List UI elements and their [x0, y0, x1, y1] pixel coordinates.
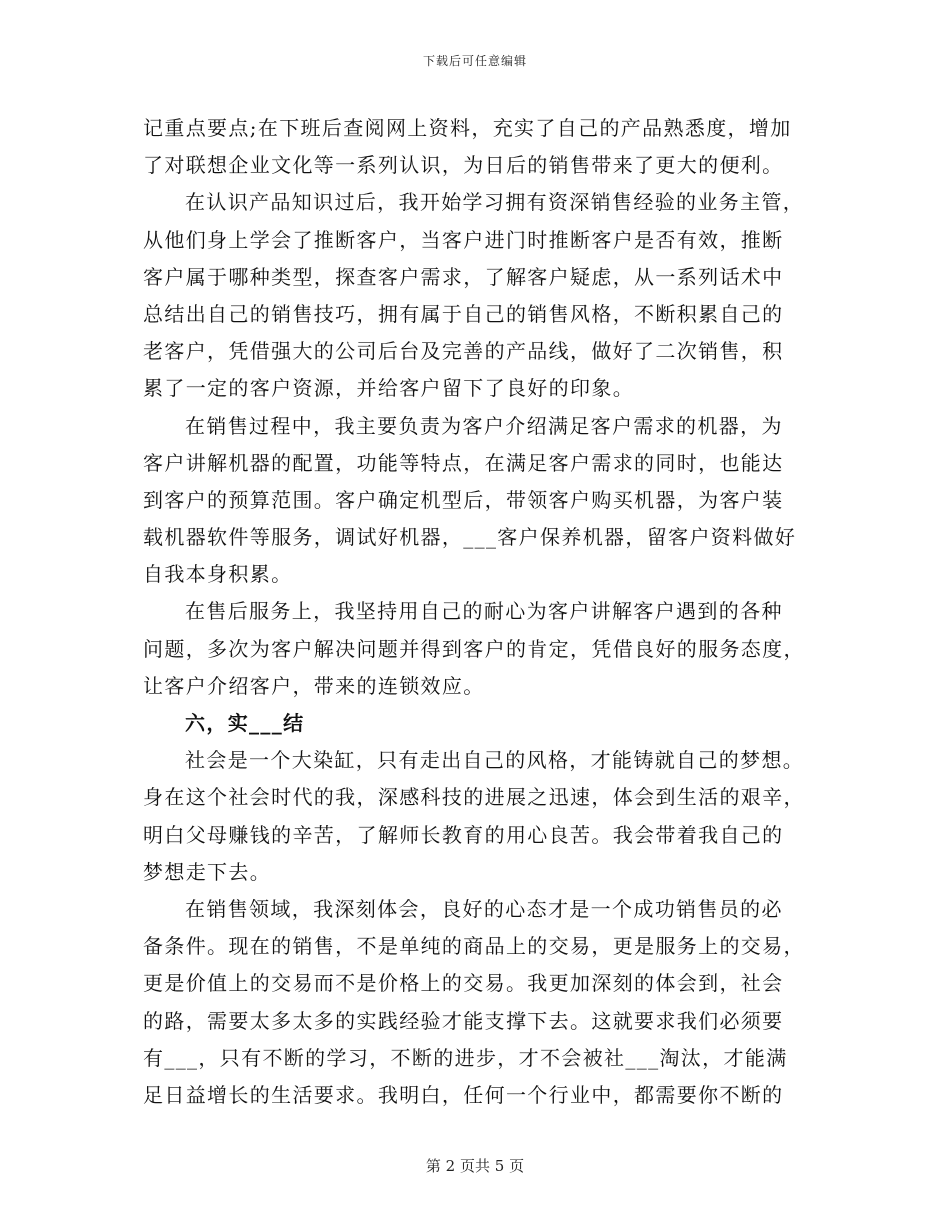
text-line: 到客户的预算范围。客户确定机型后，带领客户购买机器，为客户装: [143, 487, 784, 512]
text-line: 有___，只有不断的学习，不断的进步，才不会被社___淘汰，才能满: [143, 1045, 788, 1070]
text-line: 社会是一个大染缸，只有走出自己的风格，才能铸就自己的梦想。: [185, 748, 805, 773]
text-line: 身在这个社会时代的我，深感科技的进展之迅速，体会到生活的艰辛，: [143, 785, 805, 810]
text-line: 自我本身积累。: [143, 562, 293, 587]
text-line: 载机器软件等服务，调试好机器，___客户保养机器，留客户资料做好: [143, 525, 797, 550]
text-line: 了对联想企业文化等一系列认识，为日后的销售带来了更大的便利。: [143, 153, 784, 178]
text-line: 明白父母赚钱的辛苦，了解师长教育的用心良苦。我会带着我自己的: [143, 822, 784, 847]
text-line: 累了一定的客户资源，并给客户留下了良好的印象。: [143, 376, 635, 401]
text-line: 记重点要点;在下班后查阅网上资料，充实了自己的产品熟悉度，增加: [143, 116, 792, 140]
text-line: 更是价值上的交易而不是价格上的交易。我更加深刻的体会到，社会: [143, 971, 784, 996]
section-heading: 六，实___结: [185, 711, 305, 735]
text-line: 让客户介绍客户，带来的连锁效应。: [143, 673, 485, 698]
text-line: 在认识产品知识过后，我开始学习拥有资深销售经验的业务主管，: [185, 190, 805, 215]
text-line: 在售后服务上，我坚持用自己的耐心为客户讲解客户遇到的各种: [185, 599, 783, 624]
text-line: 客户讲解机器的配置，功能等特点，在满足客户需求的同时，也能达: [143, 450, 784, 475]
document-body: [143, 110, 823, 1114]
page-header: 下载后可任意编辑: [422, 54, 527, 68]
text-line: 在销售领域，我深刻体会，良好的心态才是一个成功销售员的必: [185, 896, 783, 921]
text-line: 的路，需要太多太多的实践经验才能支撑下去。这就要求我们必须要: [143, 1008, 784, 1033]
text-line: 备条件。现在的销售，不是单纯的商品上的交易，更是服务上的交易，: [143, 934, 805, 959]
text-line: 问题，多次为客户解决问题并得到客户的肯定，凭借良好的服务态度，: [143, 636, 805, 661]
text-line: 客户属于哪种类型，探查客户需求，了解客户疑虑，从一系列话术中: [143, 264, 784, 289]
text-line: 从他们身上学会了推断客户，当客户进门时推断客户是否有效，推断: [143, 227, 784, 252]
text-line: 老客户，凭借强大的公司后台及完善的产品线，做好了二次销售，积: [143, 339, 784, 364]
text-line: 总结出自己的销售技巧，拥有属于自己的销售风格，不断积累自己的: [143, 301, 784, 326]
text-line: 足日益增长的生活要求。我明白，任何一个行业中，都需要你不断的: [143, 1082, 784, 1107]
text-line: 梦想走下去。: [143, 859, 272, 884]
text-line: 在销售过程中，我主要负责为客户介绍满足客户需求的机器，为: [185, 413, 783, 438]
page-footer: 第 2 页共 5 页: [425, 1157, 525, 1175]
